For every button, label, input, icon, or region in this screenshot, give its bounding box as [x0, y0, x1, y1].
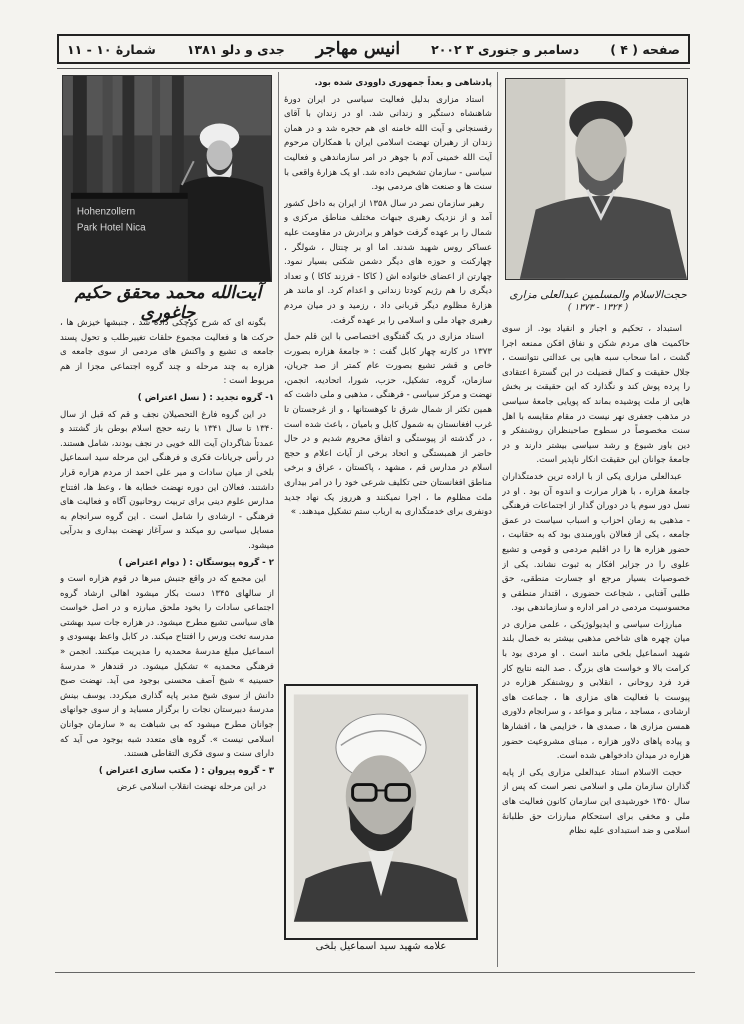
left-paragraph: در این مرحله نهضت انقلاب اسلامی عرض [116, 782, 266, 793]
column-divider [497, 72, 498, 967]
gregorian-date: دسامبر و جنوری ۳ ۲۰۰۲ [431, 41, 580, 57]
right-paragraph: عبدالعلی مزاری یکی از با اراده ترین خدمتگذاران جامعهٔ هزاره ، با هزار مرارت و اندوه آن بود . او در نسل دور سوم یا در دوران گذار از اجتماعات فرهنگی - مذهبی به زمان احزاب و اسباب سیاست در عمق جامعه ، یکی از فعالان باورمندی بود که به حقانیت ، حضور هزاره ها را در اقلیم مردمی و قومی و تشیع علوی را در جزایر افکار به ثبوت نشاند. یکی از خصوصیات بسیار مرجع او جسارت منطقی، حق طلبی آفتابی ، شجاعت حضوری ، اقتدار منطقی و محسوسیت مردمی در امر اداره و سازماندهی بود. [502, 471, 690, 614]
photo-hakim-jaghori [62, 75, 272, 282]
issue-number: شمارهٔ ۱۰ - ۱۱ [67, 41, 156, 57]
right-paragraph: مبارزات سیاسی و ایدیولوژیکی ، علمی مزاری در میان چهره های شاخص مذهبی بیشتر به خصال بلند شهید اسماعیل بلخی مانند است . او مردی بود با کرامت بالا و خواست های بزرگ . صد البته نتایج کار فرد فرد روحانی ، انقلابی و روشنفکر هزاره در پیوست با فعالیت های مزاری ها ، جماعت های ارشادی ، مساجد ، منابر و مواعد ، و سرانجام دلاوری همسن مزاری ها ، صمدی ها ، خزایمی ها ، افشارها و پیاده پاهای دلاور هزاره ، مبنای مشروعیت حضور هزاره در میدان دادخواهی شده است. [502, 619, 690, 762]
paper-name: انیس مهاجر [315, 39, 401, 59]
column-left [60, 316, 274, 970]
podium-sign-line1: Hohenzollern [76, 206, 136, 218]
right-paragraph: استبداد ، تحکیم و اجبار و انقیاد بود. از سوی حاکمیت های مردم شکن و نفاق افکن ممنعه اجرا گشت ، اما سحاب سبه هایی بی عدالتی نتوانست ، جلال حقیقت و کمال فضیلت در این گسترهٔ اعتقادی را پرده پوش کند و نگذارد که این حقیقت بر بخش هایی از ملت پوشیده بماند که پویایی جامعهٔ سیاسی در مذهب جعفری نهر نیست در مقام مقایسه با اهل سنت مخصوصاً در سطوح صاحبنظران روشنفکر و دین باور شیوع و رشد سیاسی بیشتر دارند و در جامعهٔ جوانان این حقیقت انکار ناپذیر است. [502, 324, 690, 466]
speaker-at-podium-image [63, 76, 271, 281]
page-number: صفحه ( ۴ ) [610, 41, 680, 57]
middle-paragraph: رهبر سازمان نصر در سال ۱۳۵۸ از ایران به داخل کشور آمد و از نزدیک رهبری جبهات مختلف مناطق مرکزی و شمال را بر عهده گرفت خواهر و برادرش در مقاومت علیه عساکر روس شهید شدند. اما او بر چنتال ، شولگر ، چهارکنت و حوزه های دیگر دشمن شکنی بسیار نمود. چهارتن از اعضای خانواده اش ( کاکا - فرزند کاکا ) و تعداد دیگری را هم رژیم کودتا زندانی و اعدام کرد. او مانند هر هزارهٔ مظلوم دیگر قربانی داد ، رزمید و در میان مردم رهبری جهاد ملی و اسلامی را بر عهده گرفت. [284, 198, 492, 326]
left-subheading: ۲ - گروه پیوستگان : ( دوام اعتراض ) [118, 557, 274, 568]
caption-mazari [508, 289, 688, 313]
column-divider [278, 72, 279, 732]
podium-sign-line2: Park Hotel Nica [76, 222, 146, 234]
caption-hakim-jaghori: آیت‌الله محمد محقق حکیم جاغوری [74, 283, 262, 323]
left-paragraph: این مجمع که در واقع جنبش مبرها در قوم هزاره است و از سالهای ۱۳۴۵ دست بکار میشود اهالی ارشاد گروه اجتماعی سادات را بخود ملحق مبارزه و در اصل خواست های سیاسی تشیع مطرح میشود. در هزاره جات سید بهشتی مدرسه تخت ورس را افتتاح میکند. در کابل واعظ بهسودی و اسماعیل مبلغ مدرسهٔ محمدیه را مدیریت میکنند. انجمن « فرهنگی محمدیه » تشکیل میشود. در قندهار « مدرسهٔ حسینیه » شیخ آصف محسنی بوجود می آید. نهضت صبح دانش از سوی شیخ مدبر پایه گذاری میکردد. یوسف بینش مدرسهٔ دبیرستان نجات را برگزار مسباید و از سوی جوانهای جوانان مطرح میشود که بی شباهت به « سازمان جوانان اسلامی نیست ». گروه های متعدد شبه بوجود می آید که دارای سنت و سوی فکری التقاطی هستند. [60, 574, 274, 760]
caption-balkhi: علامه شهید سید اسماعیل بلخی [315, 941, 447, 952]
middle-paragraph: استاد مزاری بدلیل فعالیت سیاسی در ایران دورهٔ شاهنشاه دستگیر و زندانی شد. او در زندان با آقای رفسنجانی و آیت الله خامنه ای هم حجره شد و در همان زندان از رهبران نهضت اسلامی ایران با همکاران مرحوم آیت الله خمینی آدم با جوهر در امر سازماندهی و فعالیت سیاسی - سازمان تشخیص داده شد. او یک هزارهٔ واقعی با سنت ها و صنعت های مردمی بود. [284, 94, 492, 193]
caption-mazari-name: حجت‌الاسلام والمسلمین عبدالعلی مزاری [509, 289, 687, 301]
photo-balkhi [284, 684, 478, 940]
left-paragraph: در این گروه فارغ التحصیلان نجف و قم که قبل از سال ۱۳۴۰ تا سال ۱۳۴۱ با رتبه حجج اسلام بوطن باز گشتند و عمدتاً شاگردان آیت الله خویی در نجف بودند، شامل هستند. در رأس جریانات فکری و فرهنگی این مرحله سید اسماعیل بلخی از میان سادات و میر علی احمد از مردم هزاره قرار داشتند. فعالان این دوره نهضت خطابه ها ، وعظ ها، افتتاح مدارس علوم دینی برای تربیت روحانیون آگاه و فعالیت های فرهنگی - ارشادی را شامل است . این گروه سرانجام به مسایل سیاسی رو میکند و سرآغاز نهضت بیداری و بدرآیی میشود. [60, 409, 274, 551]
right-paragraph: حجت الاسلام استاد عبدالعلی مزاری یکی از پایه گذاران سازمان ملی و اسلامی نصر است که پس از سال ۱۳۵۰ خورشیدی این سازمان کانون فعالیت های ملی و مخفی برای استحکام مبارزات حق طلبانهٔ اسلامی و ضد استبدادی علیه نظام [502, 767, 690, 837]
left-subheading: ۳ - گروه پیروان : ( مکتب سازی اعتراض ) [98, 765, 274, 776]
photo-mazari [505, 78, 688, 280]
balkhi-portrait-image [286, 686, 476, 938]
masthead [57, 34, 690, 64]
left-subheading: ۱- گروه تجدید : ( نسل اعتراض ) [137, 392, 274, 403]
bottom-rule [55, 972, 695, 973]
column-middle [284, 76, 492, 678]
top-rule [57, 68, 690, 69]
column-right [502, 322, 690, 970]
mazari-portrait-image [506, 79, 687, 279]
middle-paragraph: پادشاهی و بعداً جمهوری داوودی شده بود. [314, 78, 492, 88]
left-paragraph: بگونه ای که شرح کوچکی داده شد ، جنبشها خیزش ها ، حرکت ها و فعالیت مجموع حلقات تغییرطلب و تحول پسند جامعه ی تشیع و واکنش های مردمی از سوی جامعه ی هزاره به چند مرحله و چند گروه اجتماعی مجزا از هم مربوط است : [60, 318, 274, 387]
caption-mazari-dates: ( ۱۳۲۴ - ۱۳۷۳ ) [567, 303, 629, 313]
jalali-date: جدی و دلو ۱۳۸۱ [186, 41, 285, 57]
middle-paragraph: استاد مزاری در یک گفتگوی اختصاصی با این قلم حمل ۱۳۷۳ در کارته چهار کابل گفت : « جامعهٔ هزاره بصورت خاص و قشر تشیع بصورت عام کمتر از صد جریان، سازمان، گروه، تشکیل، حزب، شورا، اتحادیه، انجمن، نهضت و مرکز سیاسی - فرهنگی ، مذهبی و ملی داشت که همین تکثر از شمال شرق تا کوهستانها ، و از غرجستان تا غرب افغانستان به شمول کابل و بامیان ، باعث شده است ، در گذشته از پیوستگی و اتفاق محروم شدیم و در حال حاضر از همبستگی و اتحاد برخی از آیات اعلام و حجج اسلام در مدارس قم ، مشهد ، پاکستان ، عراق و برخی مناطق افغانستان حتی تکلیف شرعی خود را در امر بیداری ملت مظلوم ما ، اجرا نمیکنند و هرروز یک نهاد جدید دونفری برای خدمتگذاری به ارباب ستم تشکیل میدهند. » [284, 332, 492, 518]
